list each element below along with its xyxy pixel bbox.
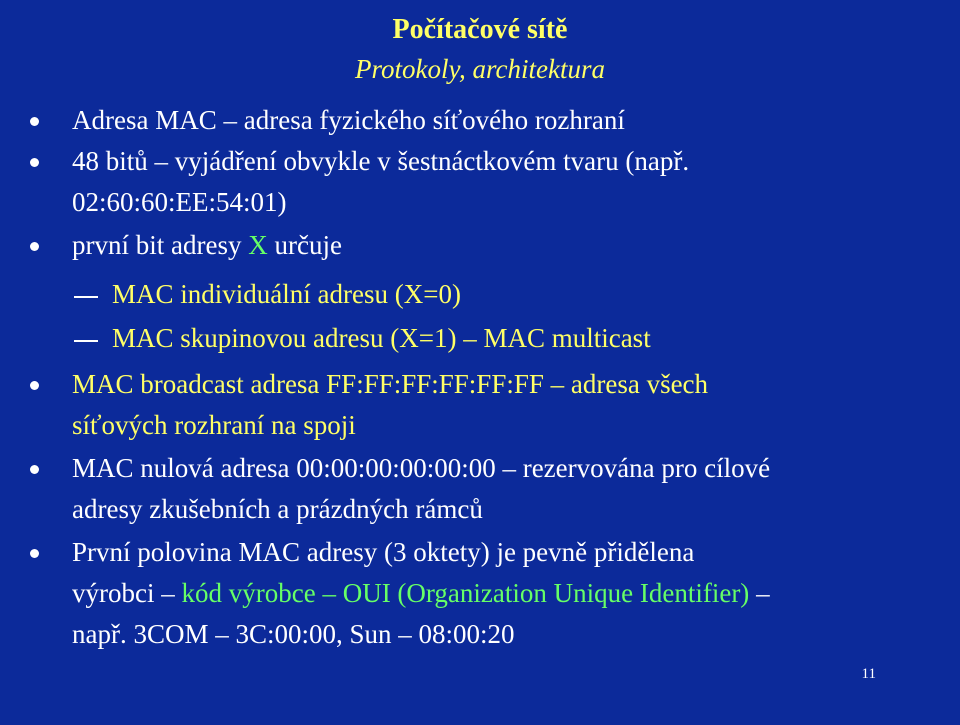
page-number: 11 [861,666,876,682]
slide-title: Počítačové sítě [392,14,568,45]
slide-subtitle: Protokoly, architektura [355,54,605,84]
bullet-dot-icon [30,381,39,390]
bullet-item-48-bits: 48 bitů – vyjádření obvykle v šestnáctkovém tvaru (např. [72,146,690,176]
bullet-item-48-bits-cont: 02:60:60:EE:54:01) [72,187,287,217]
first-bit-x: X [248,230,268,260]
bullet-item-first-bit [72,228,342,262]
first-bit-text-end: určuje [267,230,342,260]
bullet-item-oui-examples: např. 3COM – 3C:00:00, Sun – 08:00:20 [72,619,515,649]
oui-text-end: – [749,578,770,608]
oui-text: výrobci – [72,578,182,608]
bullet-dot-icon [30,158,39,167]
bullet-item-broadcast: MAC broadcast adresa FF:FF:FF:FF:FF:FF – adresa všech [72,369,709,399]
sub-item-individual: MAC individuální adresu (X=0) [112,279,461,309]
bullet-dot-icon [30,242,39,251]
bullet-item-broadcast-cont: síťových rozhraní na spoji [72,410,356,440]
bullet-item-mac-address: Adresa MAC – adresa fyzického síťového rozhraní [72,105,625,135]
first-bit-text: první bit adresy [72,230,249,260]
bullet-item-oui: První polovina MAC adresy (3 oktety) je pevně přidělena [72,537,695,567]
bullet-dot-icon [30,465,39,474]
bullet-dot-icon [30,549,39,558]
dash-icon [74,296,98,298]
bullet-item-null-address-cont: adresy zkušebních a prázdných rámců [72,494,483,524]
dash-icon [74,340,98,342]
bullet-item-oui-cont [72,576,770,610]
bullet-item-null-address: MAC nulová adresa 00:00:00:00:00:00 – rezervována pro cílové [72,453,771,483]
sub-item-group: MAC skupinovou adresu (X=1) – MAC multicast [112,323,651,353]
oui-highlight: kód výrobce – OUI (Organization Unique Identifier) [181,578,750,608]
bullet-dot-icon [30,117,39,126]
